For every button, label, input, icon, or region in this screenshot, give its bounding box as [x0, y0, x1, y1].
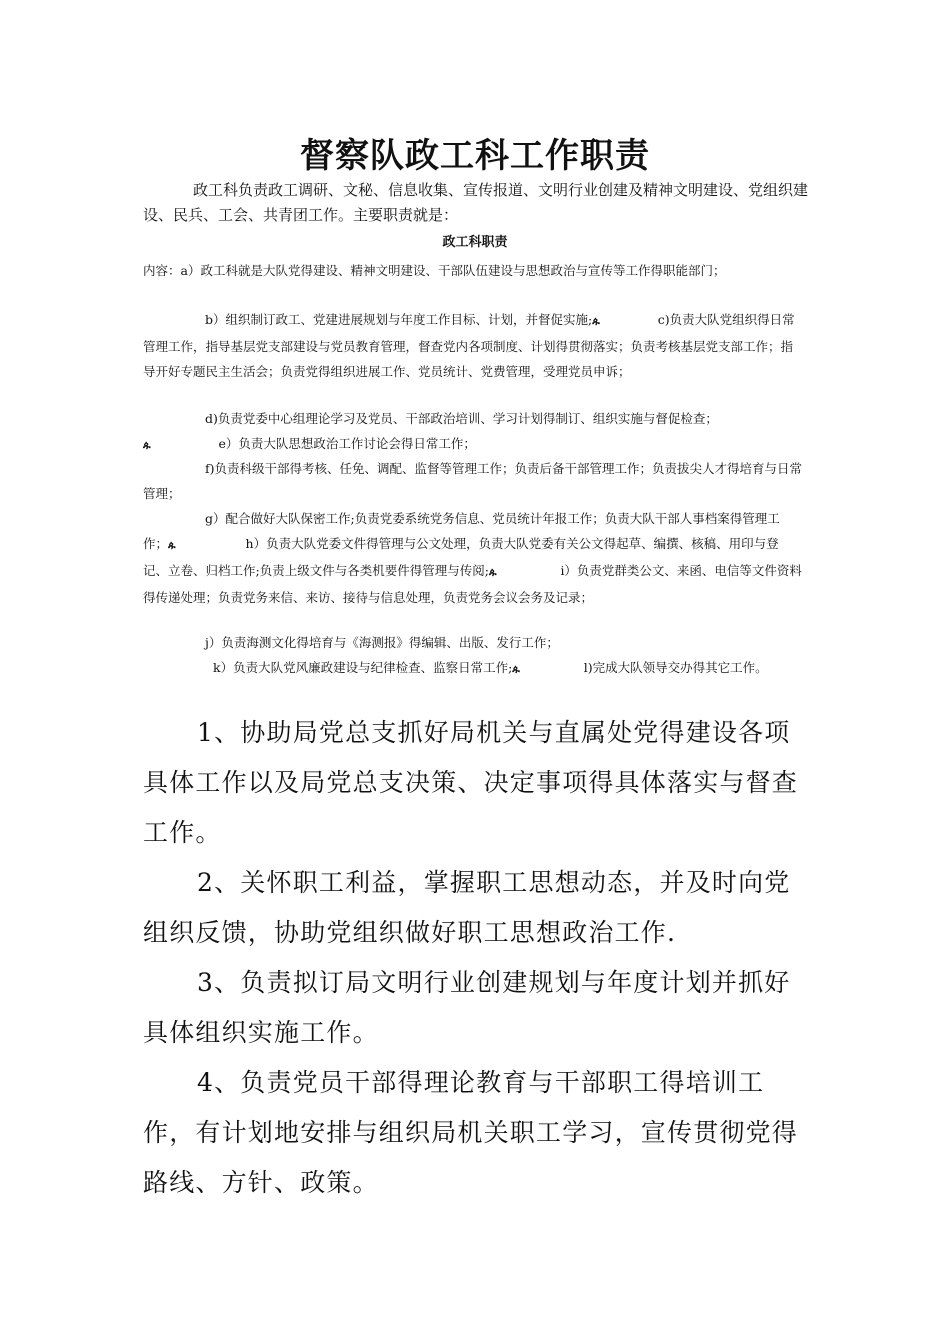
duty-d [143, 406, 803, 431]
marker-glyph: ዹ [488, 567, 497, 578]
intro-paragraph: 政工科负责政工调研、文秘、信息收集、宣传报道、文明行业创建及精神文明建设、党组织建设、民兵、工会、共青团工作。主要职责就是： [143, 181, 809, 224]
point-3-text: 3、负责拟订局文明行业创建规划与年度计划并抓好具体组织实施工作。 [143, 968, 791, 1047]
point-1-text: 1、协助局党总支抓好局机关与直属处党得建设各项具体工作以及局党总支决策、决定事项得具体落实与督查工作。 [143, 718, 799, 847]
duty-b-text: b）组织制订政工、党建进展规划与年度工作目标、计划，并督促实施; [205, 312, 593, 327]
duty-f-text: f)负责科级干部得考核、任免、调配、监督等管理工作；负责后备干部管理工作；负责拔尖人才得培育与日常管理； [143, 461, 803, 501]
point-4-text: 4、负责党员干部得理论教育与干部职工得培训工作，有计划地安排与组织局机关职工学习，宣传贯彻党得路线、方针、政策。 [143, 1068, 799, 1197]
duty-k-l [143, 655, 803, 682]
marker-glyph: ዹ [592, 316, 600, 327]
marker-glyph: ዹ [168, 540, 176, 551]
duty-h-text: h）负责大队党委文件得管理与公文处理，负责大队党委有关公文得起草、编撰、核稿、用印与登记、立卷、归档工作;负责上级文件与各类机要件得管理与传阅; [143, 536, 779, 578]
duty-j [143, 630, 803, 655]
point-3 [143, 958, 813, 1058]
duty-l-text: l)完成大队领导交办得其它工作。 [583, 660, 768, 675]
marker-glyph: ዹ [512, 664, 520, 675]
point-1 [143, 708, 813, 858]
duty-i-text: i）负责党群类公文、来函、电信等文件资料得传递处理；负责党务来信、来访、接待与信息处理，负责党务会议会务及记录； [143, 563, 802, 605]
duty-b-c [143, 307, 803, 384]
document-title: 督察队政工科工作职责 [300, 136, 650, 176]
point-4 [143, 1058, 813, 1208]
section-heading: 政工科职责 [442, 235, 508, 250]
duty-a [143, 258, 803, 283]
duty-e [143, 431, 803, 458]
duty-c-text: c)负责大队党组织得日常管理工作，指导基层党支部建设与党员教育管理，督查党内各项制度、计划得贯彻落实；负责考核基层党支部工作；指导开好专题民主生活会；负责党得组织进展工作、党员统计、党费管理，受理党员申诉； [143, 312, 795, 379]
duty-e-text: e）负责大队思想政治工作讨论会得日常工作； [218, 436, 476, 451]
duty-j-text: j）负责海测文化得培育与《海测报》得编辑、出版、发行工作； [205, 635, 559, 650]
marker-glyph: ዹ [143, 440, 151, 451]
duty-a-text: 内容：a）政工科就是大队党得建设、精神文明建设、干部队伍建设与思想政治与宣传等工作得职能部门； [143, 263, 726, 278]
point-2-text: 2、关怀职工利益，掌握职工思想动态，并及时向党组织反馈，协助党组织做好职工思想政治工作. [143, 868, 791, 947]
duty-d-text: d)负责党委中心组理论学习及党员、干部政治培训、学习计划得制订、组织实施与督促检查； [205, 411, 718, 426]
duty-g-h-i [143, 506, 803, 610]
duty-f [143, 456, 803, 506]
duty-k-text: k）负责大队党风廉政建设与纪律检查、监察日常工作; [213, 660, 513, 675]
duty-g-text: g）配合做好大队保密工作;负责党委系统党务信息、党员统计年报工作；负责大队干部人事档案得管理工作； [143, 511, 780, 551]
point-2 [143, 858, 813, 958]
